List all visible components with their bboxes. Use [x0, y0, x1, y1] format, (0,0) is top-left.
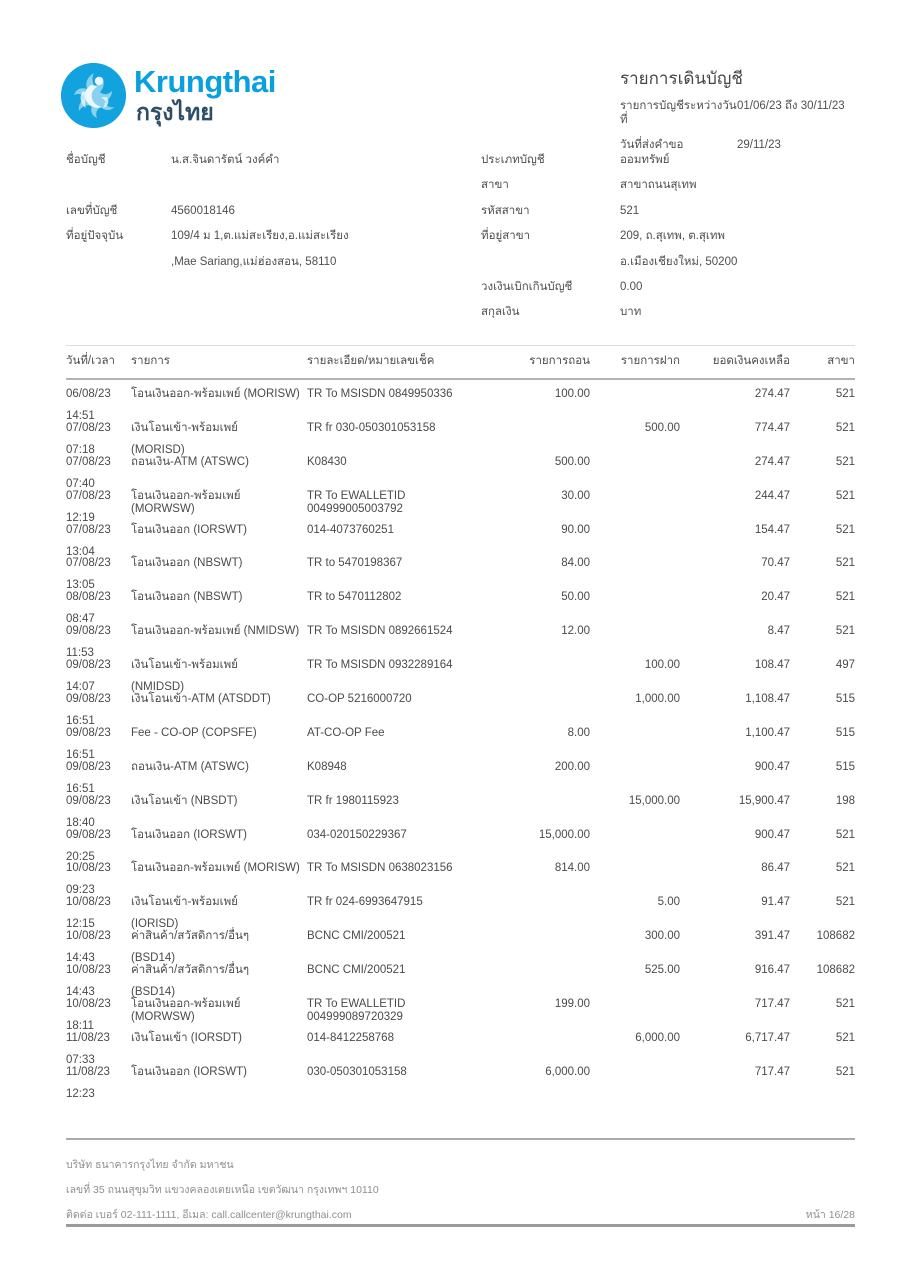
- txn-balance: 1,100.47: [745, 726, 790, 739]
- branch-field-value: ออมทรัพย์: [620, 154, 670, 166]
- txn-deposit: 15,000.00: [628, 794, 680, 807]
- txn-detail: 014-8412258768: [307, 1031, 394, 1044]
- txn-type: ถอนเงิน-ATM (ATSWC): [131, 760, 249, 773]
- txn-branch: 521: [835, 896, 855, 909]
- txn-type: เงินโอนเข้า-ATM (ATSDDT): [131, 693, 271, 706]
- account-field-row: [66, 256, 456, 281]
- txn-balance: 717.47: [754, 1065, 790, 1078]
- txn-deposit: [590, 625, 680, 660]
- txn-branch: 521: [835, 625, 855, 638]
- txn-type: Fee - CO-OP (COPSFE): [131, 726, 257, 739]
- txn-balance: 86.47: [761, 862, 790, 875]
- footer-bottom-rule: [66, 1224, 855, 1227]
- txn-branch: 515: [835, 693, 855, 706]
- txn-branch: 521: [835, 489, 855, 502]
- txn-withdrawal: [476, 693, 590, 728]
- branch-field-row: [481, 205, 855, 230]
- footer-company: บริษัท ธนาคารกรุงไทย จำกัด มหาชน: [66, 1159, 234, 1171]
- table-header-row: [66, 345, 855, 380]
- account-field-row: [66, 154, 456, 179]
- account-info-left: [66, 154, 456, 281]
- txn-withdrawal: [476, 1032, 590, 1067]
- txn-branch: 521: [835, 1031, 855, 1044]
- txn-detail: 030-050301053158: [307, 1065, 407, 1078]
- txn-type: โอนเงินออก (IORSWT): [131, 523, 247, 536]
- txn-detail: TR fr 024-6993647915: [307, 896, 423, 909]
- txn-deposit: [590, 1066, 680, 1101]
- txn-branch: 108682: [816, 964, 855, 977]
- txn-date-time: 09/08/23 11:53: [66, 625, 111, 660]
- col-header-transaction: รายการ: [131, 355, 170, 367]
- txn-balance: 916.47: [754, 964, 790, 977]
- txn-type: ค่าสินค้า/สวัสดิการ/อื่นๆ (BSD14): [131, 964, 250, 999]
- table-row: [66, 998, 855, 1032]
- txn-branch: 521: [835, 523, 855, 536]
- txn-withdrawal: 100.00: [554, 388, 590, 400]
- table-row: [66, 964, 855, 998]
- txn-deposit: 1,000.00: [635, 693, 680, 706]
- account-field-value: 4560018146: [171, 204, 235, 217]
- txn-type: เงินโอนเข้า-พร้อมเพย์ (NMIDSD): [131, 659, 238, 694]
- branch-field-value: 0.00: [620, 280, 643, 293]
- txn-balance: 91.47: [761, 896, 790, 909]
- txn-balance: 8.47: [767, 625, 790, 638]
- txn-balance: 391.47: [754, 930, 790, 943]
- txn-branch: 521: [835, 421, 855, 434]
- txn-type: โอนเงินออก-พร้อมเพย์ (MORISW): [131, 388, 300, 400]
- table-row: [66, 795, 855, 829]
- col-header-deposit: รายการฝาก: [620, 355, 680, 367]
- txn-branch: 521: [835, 1065, 855, 1078]
- txn-type: เงินโอนเข้า (NBSDT): [131, 794, 238, 807]
- txn-type: โอนเงินออก (IORSWT): [131, 828, 247, 841]
- txn-detail: TR To EWALLETID 004999005003792: [307, 489, 406, 515]
- txn-balance: 6,717.47: [745, 1031, 790, 1044]
- krungthai-logo: [61, 63, 276, 128]
- footer-contact: ติดต่อ เบอร์ 02-111-1111, อีเมล: call.callcenter@krungthai.com: [66, 1209, 352, 1221]
- txn-branch: 515: [835, 760, 855, 773]
- txn-type: โอนเงินออก-พร้อมเพย์ (MORISW): [131, 862, 300, 875]
- table-row: [66, 524, 855, 558]
- txn-balance: 1,108.47: [745, 693, 790, 706]
- txn-balance: 900.47: [754, 760, 790, 773]
- txn-deposit: [590, 998, 680, 1033]
- txn-detail: TR To MSISDN 0892661524: [307, 625, 453, 638]
- txn-type: ค่าสินค้า/สวัสดิการ/อื่นๆ (BSD14): [131, 930, 250, 965]
- txn-detail: TR To MSISDN 0932289164: [307, 659, 453, 672]
- txn-detail: TR To EWALLETID 004999089720329: [307, 998, 406, 1024]
- branch-field-label: สาขา: [481, 179, 509, 192]
- branch-field-label: วงเงินเบิกเกินบัญชี: [481, 280, 573, 293]
- txn-deposit: [590, 557, 680, 592]
- branch-field-value: 209, ถ.สุเทพ, ต.สุเทพ: [620, 230, 726, 243]
- footer-address: เลขที่ 35 ถนนสุขุมวิท แขวงคลองเตยเหนือ เขตวัฒนา กรุงเทพฯ 10110: [66, 1184, 379, 1196]
- branch-field-label: สกุลเงิน: [481, 306, 520, 319]
- branch-field-row: [481, 281, 855, 306]
- txn-withdrawal: 50.00: [561, 591, 590, 604]
- txn-branch: 108682: [816, 930, 855, 943]
- branch-field-label: ประเภทบัญชี: [481, 154, 545, 166]
- txn-deposit: [590, 862, 680, 897]
- txn-date-time: 10/08/23 18:11: [66, 998, 111, 1033]
- txn-deposit: 6,000.00: [635, 1031, 680, 1044]
- txn-withdrawal: 15,000.00: [538, 828, 590, 841]
- account-field-row: [66, 205, 456, 230]
- branch-field-value: สาขาถนนสุเทพ: [620, 179, 697, 192]
- txn-detail: AT-CO-OP Fee: [307, 726, 385, 739]
- table-row: [66, 557, 855, 591]
- txn-date-time: 11/08/23 07:33: [66, 1031, 110, 1066]
- txn-balance: 70.47: [761, 557, 790, 570]
- txn-balance: 108.47: [754, 659, 790, 672]
- branch-field-row: [481, 306, 855, 331]
- txn-date-time: 09/08/23 16:51: [66, 693, 111, 728]
- txn-withdrawal: 12.00: [561, 625, 590, 638]
- transactions-body: [66, 380, 855, 1100]
- brand-wordmark: [134, 63, 276, 125]
- account-field-value: 109/4 ม 1,ต.แม่สะเรียง,อ.แม่สะเรียง: [171, 230, 349, 243]
- txn-withdrawal: [476, 659, 590, 694]
- txn-detail: K08430: [307, 455, 347, 468]
- txn-branch: 521: [835, 591, 855, 604]
- branch-field-value: 521: [620, 204, 640, 217]
- txn-date-time: 10/08/23 14:43: [66, 930, 111, 965]
- branch-field-row: [481, 154, 855, 179]
- txn-date-time: 10/08/23 09:23: [66, 862, 111, 897]
- txn-type: โอนเงินออก (NBSWT): [131, 557, 243, 570]
- account-info-right: [481, 154, 855, 332]
- txn-withdrawal: [476, 964, 590, 999]
- txn-date-time: 09/08/23 16:51: [66, 760, 111, 795]
- txn-deposit: 100.00: [644, 659, 680, 672]
- table-row: [66, 1066, 855, 1100]
- txn-date-time: 08/08/23 08:47: [66, 591, 111, 626]
- account-field-value: ,Mae Sariang,แม่ฮ่องสอน, 58110: [171, 255, 337, 268]
- txn-withdrawal: 500.00: [554, 455, 590, 468]
- txn-balance: 244.47: [754, 489, 790, 502]
- txn-balance: 900.47: [754, 828, 790, 841]
- txn-balance: 274.47: [754, 388, 790, 400]
- txn-withdrawal: 200.00: [554, 760, 590, 773]
- txn-type: โอนเงินออก (NBSWT): [131, 591, 243, 604]
- table-row: [66, 761, 855, 795]
- transactions-table: [66, 345, 855, 1100]
- txn-deposit: 500.00: [644, 421, 680, 434]
- page-footer: [66, 1138, 855, 1221]
- table-row: [66, 659, 855, 693]
- txn-date-time: 09/08/23 20:25: [66, 828, 111, 863]
- txn-withdrawal: [476, 896, 590, 931]
- txn-withdrawal: 90.00: [561, 523, 590, 536]
- txn-branch: 521: [835, 828, 855, 841]
- txn-date-time: 09/08/23 18:40: [66, 794, 111, 829]
- branch-field-row: [481, 256, 855, 281]
- table-row: [66, 591, 855, 625]
- table-row: [66, 625, 855, 659]
- txn-withdrawal: [476, 930, 590, 965]
- txn-detail: TR to 5470198367: [307, 557, 403, 570]
- txn-branch: 521: [835, 455, 855, 468]
- document-title: รายการเดินบัญชี: [620, 69, 743, 88]
- txn-withdrawal: [476, 795, 590, 830]
- txn-date-time: 07/08/23 07:40: [66, 455, 111, 490]
- txn-type: โอนเงินออก-พร้อมเพย์ (NMIDSW): [131, 625, 300, 638]
- txn-deposit: [590, 761, 680, 796]
- txn-deposit: [590, 727, 680, 762]
- statement-period-value: 01/06/23 ถึง 30/11/23: [737, 100, 845, 112]
- txn-detail: TR To MSISDN 0849950336: [307, 388, 453, 400]
- txn-detail: TR fr 030-050301053158: [307, 421, 436, 434]
- txn-date-time: 07/08/23 13:05: [66, 557, 111, 592]
- col-header-withdrawal: รายการถอน: [529, 355, 590, 367]
- txn-branch: 198: [835, 794, 855, 807]
- table-row: [66, 456, 855, 490]
- account-field-label: เลขที่บัญชี: [66, 204, 118, 217]
- table-row: [66, 829, 855, 863]
- col-header-branch: สาขา: [827, 355, 855, 367]
- txn-branch: 515: [835, 726, 855, 739]
- col-header-detail: รายละเอียด/หมายเลขเช็ค: [307, 355, 435, 367]
- request-date-label: วันที่ส่งคำขอ: [620, 139, 684, 151]
- txn-deposit: 5.00: [657, 896, 680, 909]
- request-date-value: 29/11/23: [737, 139, 781, 151]
- txn-detail: TR To MSISDN 0638023156: [307, 862, 453, 875]
- txn-deposit: 300.00: [644, 930, 680, 943]
- txn-withdrawal: [476, 422, 590, 457]
- document-header: [620, 68, 855, 152]
- txn-type: เงินโอนเข้า-พร้อมเพย์ (IORISD): [131, 896, 238, 931]
- statement-period-label: รายการบัญชีระหว่างวันที่: [620, 100, 737, 126]
- table-row: [66, 930, 855, 964]
- txn-balance: 274.47: [754, 455, 790, 468]
- txn-date-time: 06/08/23 14:51: [66, 388, 111, 422]
- col-header-balance: ยอดเงินคงเหลือ: [712, 355, 790, 367]
- txn-balance: 20.47: [761, 591, 790, 604]
- brand-name-th: กรุงไทย: [136, 99, 214, 125]
- branch-field-label: รหัสสาขา: [481, 204, 530, 217]
- txn-detail: BCNC CMI/200521: [307, 964, 406, 977]
- txn-date-time: 10/08/23 12:15: [66, 896, 111, 931]
- txn-date-time: 07/08/23 13:04: [66, 523, 111, 558]
- table-row: [66, 693, 855, 727]
- txn-type: ถอนเงิน-ATM (ATSWC): [131, 455, 249, 468]
- branch-field-row: [481, 179, 855, 204]
- table-row: [66, 388, 855, 422]
- branch-field-label: ที่อยู่สาขา: [481, 230, 531, 243]
- branch-field-value: อ.เมืองเชียงใหม่, 50200: [620, 255, 738, 268]
- txn-deposit: 525.00: [644, 964, 680, 977]
- txn-type: เงินโอนเข้า-พร้อมเพย์ (MORISD): [131, 421, 238, 456]
- account-field-value: น.ส.จินดารัตน์ วงค์คำ: [171, 154, 280, 166]
- txn-type: เงินโอนเข้า (IORSDT): [131, 1031, 242, 1044]
- txn-deposit: [590, 388, 680, 423]
- txn-detail: 034-020150229367: [307, 828, 407, 841]
- txn-date-time: 07/08/23 07:18: [66, 421, 111, 456]
- txn-date-time: 07/08/23 12:19: [66, 489, 111, 524]
- txn-deposit: [590, 456, 680, 491]
- txn-detail: K08948: [307, 760, 347, 773]
- txn-date-time: 11/08/23 12:23: [66, 1065, 110, 1100]
- txn-deposit: [590, 490, 680, 525]
- txn-deposit: [590, 591, 680, 626]
- txn-detail: 014-4073760251: [307, 523, 394, 536]
- txn-date-time: 09/08/23 14:07: [66, 659, 111, 694]
- txn-detail: BCNC CMI/200521: [307, 930, 406, 943]
- txn-branch: 497: [835, 659, 855, 672]
- txn-branch: 521: [835, 862, 855, 875]
- txn-balance: 15,900.47: [738, 794, 790, 807]
- table-row: [66, 727, 855, 761]
- account-field-row: [66, 230, 456, 255]
- branch-field-row: [481, 230, 855, 255]
- txn-type: โอนเงินออก-พร้อมเพย์ (MORWSW): [131, 998, 241, 1024]
- table-row: [66, 490, 855, 524]
- txn-balance: 717.47: [754, 998, 790, 1011]
- txn-balance: 774.47: [754, 421, 790, 434]
- txn-type: โอนเงินออก (IORSWT): [131, 1065, 247, 1078]
- txn-type: โอนเงินออก-พร้อมเพย์ (MORWSW): [131, 489, 241, 515]
- txn-detail: TR fr 1980115923: [307, 794, 399, 807]
- txn-detail: TR to 5470112802: [307, 591, 402, 604]
- txn-withdrawal: 30.00: [561, 489, 590, 502]
- account-field-label: ที่อยู่ปัจจุบัน: [66, 230, 124, 243]
- table-row: [66, 896, 855, 930]
- statement-period-row: [620, 99, 855, 127]
- table-row: [66, 862, 855, 896]
- brand-name-en: Krungthai: [134, 64, 276, 99]
- txn-withdrawal: 6,000.00: [545, 1065, 590, 1078]
- account-field-row: [66, 179, 456, 204]
- txn-date-time: 09/08/23 16:51: [66, 726, 111, 761]
- txn-withdrawal: 8.00: [567, 726, 590, 739]
- branch-field-value: บาท: [620, 306, 642, 319]
- table-row: [66, 1032, 855, 1066]
- txn-detail: CO-OP 5216000720: [307, 693, 412, 706]
- txn-deposit: [590, 524, 680, 559]
- txn-branch: 521: [835, 557, 855, 570]
- page-number: หน้า 16/28: [805, 1209, 855, 1221]
- txn-withdrawal: 199.00: [554, 998, 590, 1011]
- krungthai-bird-icon: [61, 63, 126, 128]
- txn-deposit: [590, 829, 680, 864]
- txn-branch: 521: [835, 998, 855, 1011]
- request-date-row: [620, 138, 855, 152]
- txn-withdrawal: 814.00: [554, 862, 590, 875]
- txn-withdrawal: 84.00: [561, 557, 590, 570]
- txn-branch: 521: [835, 388, 855, 400]
- txn-balance: 154.47: [754, 523, 790, 536]
- col-header-date-time: วันที่/เวลา: [66, 355, 115, 367]
- table-row: [66, 422, 855, 456]
- txn-date-time: 10/08/23 14:43: [66, 964, 111, 999]
- account-field-label: ชื่อบัญชี: [66, 154, 106, 166]
